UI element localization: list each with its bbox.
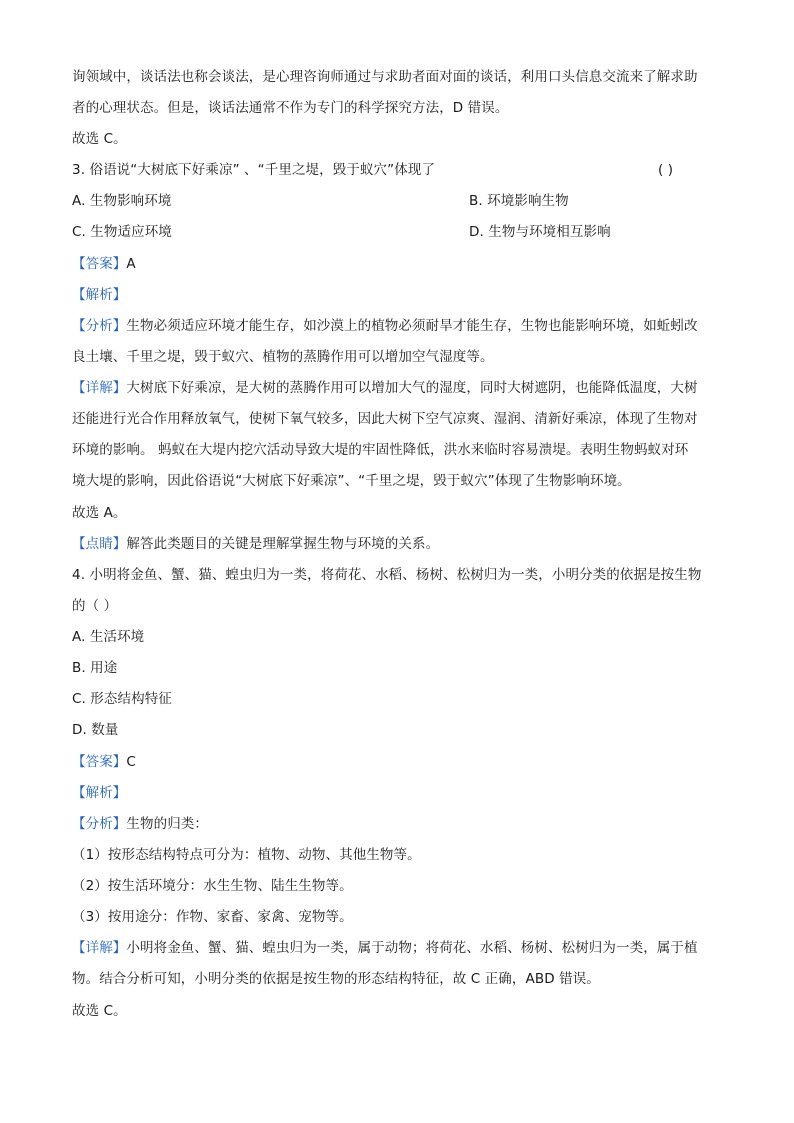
fenxi-tag: 【分析】 <box>72 318 127 334</box>
xiangjie-tag: 【详解】 <box>72 380 127 396</box>
q4-fenxi-item-2: （2）按生活环境分：水生生物、陆生生物等。 <box>72 878 353 894</box>
q4-answer-value: C <box>126 754 136 770</box>
q3-fenxi-line-2: 良土壤、千里之堤，毁于蚁穴、植物的蒸腾作用可以增加空气湿度等。 <box>72 349 494 365</box>
q3-xiangjie-line-2: 还能进行光合作用释放氧气，使树下氧气较多，因此大树下空气凉爽、湿润、清新好乘凉，体现了生物对 <box>72 411 698 427</box>
q4-fenxi <box>72 814 734 834</box>
answer-tag: 【答案】 <box>72 754 127 770</box>
q3-stem <box>72 160 734 180</box>
xiangjie-tag: 【详解】 <box>72 940 127 956</box>
prev-explanation-line-2: 者的心理状态。但是，谈话法通常不作为专门的科学探究方法，D 错误。 <box>72 100 509 116</box>
q4-fenxi-item-1: （1）按形态结构特点可分为：植物、动物、其他生物等。 <box>72 847 421 863</box>
q4-option-b: B. 用途 <box>72 660 118 676</box>
q3-dianjing-text: 解答此类题目的关键是理解掌握生物与环境的关系。 <box>126 536 440 552</box>
q4-xiangjie-line-1 <box>72 938 734 958</box>
q3-xiangjie-line-4: 境大堤的影响，因此俗语说“大树底下好乘凉”、“千里之堤，毁于蚁穴”体现了生物影响环境。 <box>72 473 631 489</box>
q3-options-row-2 <box>72 222 734 242</box>
q4-conclusion: 故选 C。 <box>72 1003 127 1019</box>
q3-fenxi-text-1: 生物必须适应环境才能生存，如沙漠上的植物必须耐旱才能生存，生物也能影响环境，如蚯蚓改 <box>126 318 698 334</box>
q3-xiangjie-text-1: 大树底下好乘凉，是大树的蒸腾作用可以增加大气的湿度，同时大树遮阴，也能降低温度，大树 <box>126 380 698 396</box>
prev-conclusion: 故选 C。 <box>72 131 127 147</box>
answer-tag: 【答案】 <box>72 256 127 272</box>
q3-xiangjie-line-3: 环境的影响。 蚂蚁在大堤内挖穴活动导致大堤的牢固性降低，洪水来临时容易溃堤。表明生物蚂蚁对环 <box>72 442 689 458</box>
q3-options-row-1 <box>72 191 734 211</box>
q4-stem-line-1: 4. 小明将金鱼、蟹、猫、蝗虫归为一类，将荷花、水稻、杨树、松树归为一类，小明分类的依据是按生物 <box>72 567 702 583</box>
q4-answer <box>72 752 734 772</box>
prev-explanation-line-1: 询领域中，谈话法也称会谈法，是心理咨询师通过与求助者面对面的谈话，利用口头信息交流来了解求助 <box>72 69 698 85</box>
q4-fenxi-item-3: （3）按用途分：作物、家畜、家禽、宠物等。 <box>72 909 353 925</box>
q3-stem-text: 3. 俗语说“大树底下好乘凉” 、“千里之堤，毁于蚁穴”体现了 <box>72 162 436 178</box>
fenxi-tag: 【分析】 <box>72 816 127 832</box>
q3-option-c: C. 生物适应环境 <box>72 224 172 240</box>
q4-option-a: A. 生活环境 <box>72 629 145 645</box>
q3-answer-value: A <box>126 256 136 272</box>
q3-xiangjie-line-1 <box>72 378 734 398</box>
q4-stem-line-2: 的（ ） <box>72 598 118 614</box>
dianjing-tag: 【点睛】 <box>72 536 127 552</box>
q3-fenxi-line-1 <box>72 316 734 336</box>
q4-fenxi-text: 生物的归类： <box>126 816 209 832</box>
q3-answer <box>72 254 734 274</box>
q3-option-d: D. 生物与环境相互影响 <box>469 224 611 240</box>
q3-option-b: B. 环境影响生物 <box>469 193 569 209</box>
q4-option-d: D. 数量 <box>72 722 119 738</box>
q3-jiexi-tag: 【解析】 <box>72 287 127 303</box>
q3-option-a: A. 生物影响环境 <box>72 193 172 209</box>
q4-xiangjie-text-1: 小明将金鱼、蟹、猫、蝗虫归为一类，属于动物；将荷花、水稻、杨树、松树归为一类，属于植 <box>126 940 698 956</box>
q4-xiangjie-line-2: 物。结合分析可知，小明分类的依据是按生物的形态结构特征，故 C 正确，ABD 错误。 <box>72 971 600 987</box>
q4-jiexi-tag: 【解析】 <box>72 785 127 801</box>
q4-option-c: C. 形态结构特征 <box>72 691 172 707</box>
q3-conclusion: 故选 A。 <box>72 505 127 521</box>
q3-dianjing <box>72 534 734 554</box>
q3-answer-blank: ( ) <box>658 162 674 178</box>
